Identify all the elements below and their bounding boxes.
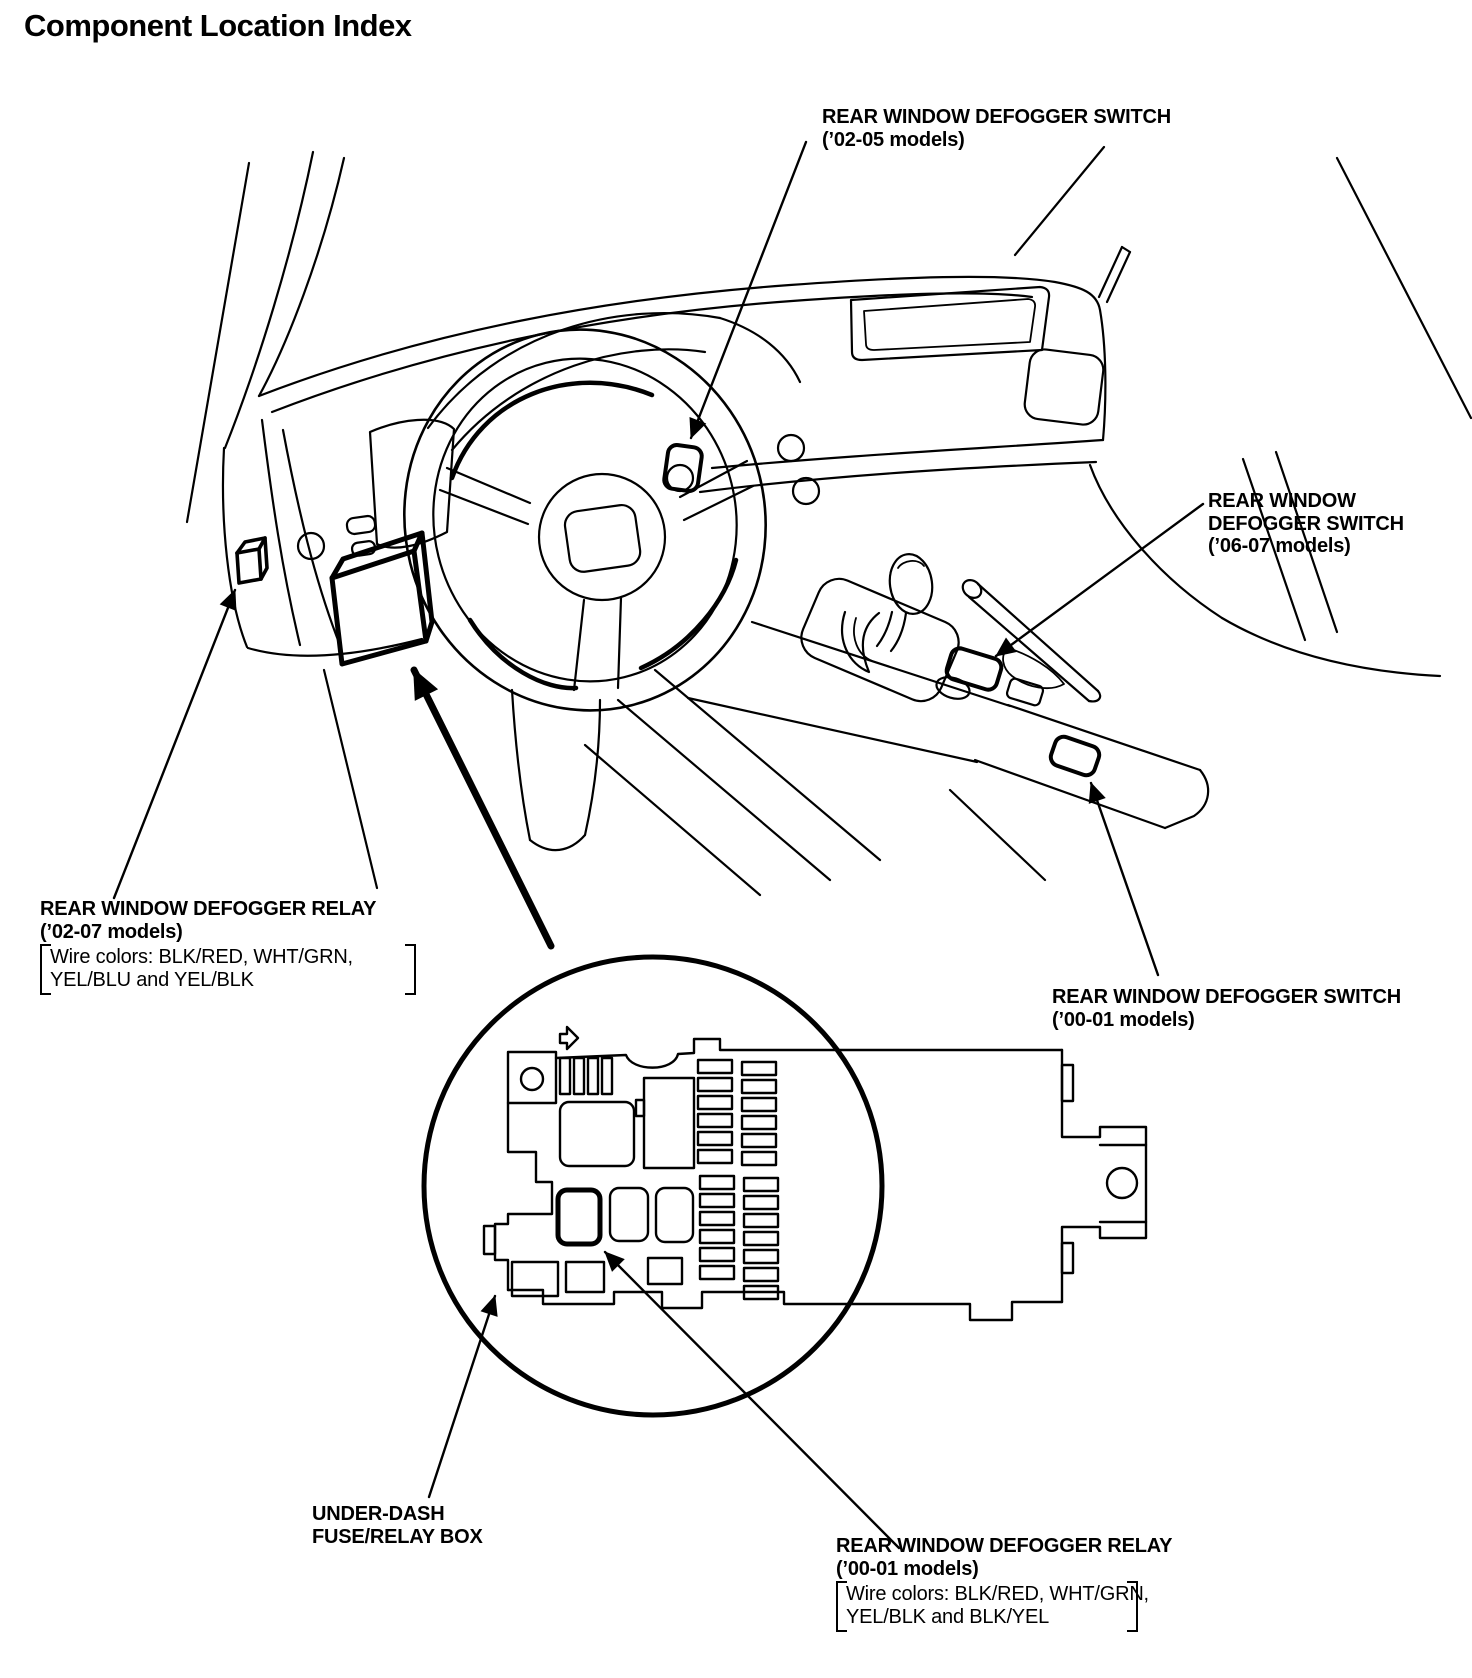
- defogger-relay-cube: [237, 538, 267, 583]
- callout-line: (’02-07 models): [40, 920, 183, 943]
- relay-00-01-highlight: [558, 1190, 600, 1244]
- inset-circle: [424, 957, 882, 1415]
- underdash-fuse-box-3d: [332, 533, 432, 664]
- arrow-switch-02-05: [691, 142, 806, 438]
- callout-line: DEFOGGER SWITCH: [1208, 512, 1404, 535]
- dash-vent-lower: [793, 478, 819, 504]
- callout-line: FUSE/RELAY BOX: [312, 1525, 483, 1548]
- passenger-dash-panels: [778, 287, 1105, 504]
- callout-line: (’02-05 models): [822, 128, 965, 151]
- callout-switch-00-01: [1052, 986, 1401, 1031]
- defogger-switch-00-01-marker: [1048, 734, 1101, 777]
- callout-relay-00-01: [836, 1535, 1172, 1632]
- callout-underdash-box: [312, 1503, 483, 1548]
- callout-line: REAR WINDOW DEFOGGER SWITCH: [822, 106, 1172, 128]
- bracket-right: [1127, 1581, 1138, 1632]
- arrow-switch-00-01: [1091, 783, 1158, 975]
- defogger-switch-06-07-marker: [944, 646, 1003, 692]
- callout-line: UNDER-DASH: [312, 1503, 445, 1525]
- arrow-relay-02-07: [114, 590, 235, 898]
- bracket-left: [836, 1581, 847, 1632]
- callout-line: (’00-01 models): [1052, 1008, 1195, 1031]
- glove-box: [1023, 348, 1105, 426]
- dash-vent-upper: [778, 435, 804, 461]
- windshield-lines: [1015, 147, 1471, 418]
- page-title: Component Location Index: [24, 8, 412, 43]
- arrow-inset-location: [414, 670, 551, 946]
- callout-switch-06-07: [1208, 490, 1404, 558]
- wire-colors-note: [836, 1581, 1149, 1632]
- wire-colors-line: YEL/BLU and YEL/BLK: [50, 969, 254, 991]
- callout-arrows: [114, 142, 1203, 1548]
- wire-colors-line: Wire colors: BLK/RED, WHT/GRN,: [846, 1583, 1149, 1605]
- callout-line: REAR WINDOW: [1208, 490, 1356, 512]
- bracket-left: [40, 944, 51, 995]
- callout-line: (’00-01 models): [836, 1557, 979, 1580]
- center-console: [585, 572, 1208, 895]
- wire-colors-line: Wire colors: BLK/RED, WHT/GRN,: [50, 946, 353, 968]
- arrow-underdash-box: [429, 1296, 495, 1497]
- callout-relay-02-07: [40, 898, 416, 995]
- callout-line: REAR WINDOW DEFOGGER RELAY: [40, 898, 377, 920]
- steering-column: [512, 690, 600, 850]
- bracket-right: [405, 944, 416, 995]
- callout-line: (’06-07 models): [1208, 535, 1351, 557]
- fuse-relay-box-detail: [484, 1027, 1146, 1320]
- wire-colors-line: YEL/BLK and BLK/YEL: [846, 1606, 1050, 1628]
- callout-line: REAR WINDOW DEFOGGER RELAY: [836, 1535, 1173, 1557]
- defogger-switch-02-05-marker: [663, 444, 703, 492]
- callout-switch-02-05: [822, 106, 1171, 151]
- callout-line: REAR WINDOW DEFOGGER SWITCH: [1052, 986, 1402, 1008]
- gear-shifter: [842, 551, 936, 672]
- wire-colors-note: [40, 944, 416, 995]
- direction-arrow-glyph: [560, 1027, 578, 1049]
- instrument-cluster: [298, 420, 454, 559]
